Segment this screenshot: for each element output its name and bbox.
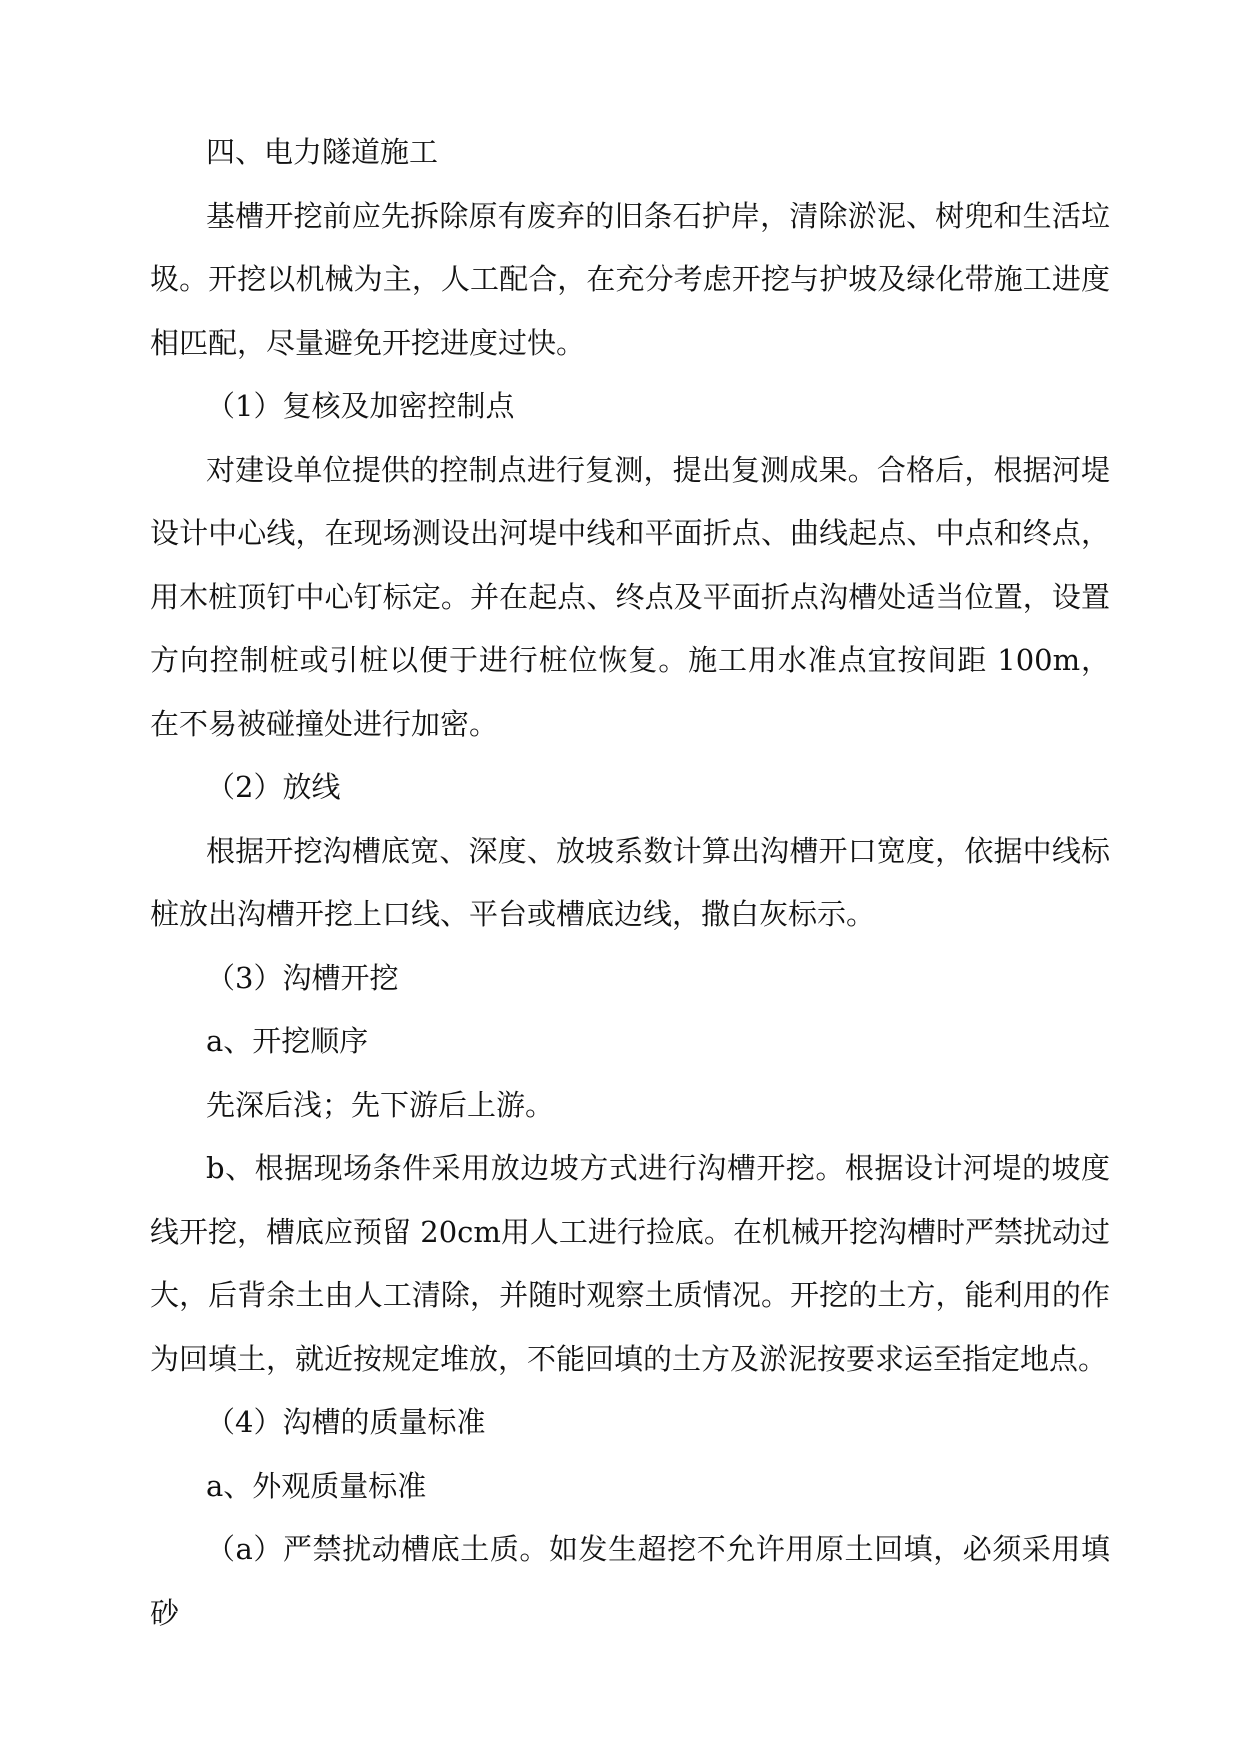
subsection-heading-2: （2）放线 xyxy=(206,770,341,804)
document-body xyxy=(150,121,1110,1645)
subsection-heading-4: （4）沟槽的质量标准 xyxy=(206,1405,486,1439)
paragraph-layout-lines: 根据开挖沟槽底宽、深度、放坡系数计算出沟槽开口宽度，依据中线标桩放出沟槽开挖上口线、平台或槽底边线，撒白灰标示。 xyxy=(150,833,1110,931)
section-heading: 四、电力隧道施工 xyxy=(206,135,439,169)
paragraph-control-points: 对建设单位提供的控制点进行复测，提出复测成果。合格后，根据河堤设计中心线，在现场测设出河堤中线和平面折点、曲线起点、中点和终点，用木桩顶钉中心钉标定。并在起点、终点及平面折点沟槽处适当位置，设置方向控制桩或引桩以便于进行桩位恢复。施工用水准点宜按间距 100m，在不易被碰撞处进行加密。 xyxy=(150,452,1110,741)
item-heading-appearance-quality: a、外观质量标准 xyxy=(206,1468,427,1503)
subsection-heading-3: （3）沟槽开挖 xyxy=(206,960,399,995)
paragraph-excavation-order: 先深后浅；先下游后上游。 xyxy=(206,1087,555,1122)
paragraph-intro: 基槽开挖前应先拆除原有废弃的旧条石护岸，清除淤泥、树兜和生活垃圾。开挖以机械为主，人工配合，在充分考虑开挖与护坡及绿化带施工进度相匹配，尽量避免开挖进度过快。 xyxy=(150,198,1110,360)
subsection-heading-1: （1）复核及加密控制点 xyxy=(206,389,515,423)
paragraph-quality-rule-a: （a）严禁扰动槽底土质。如发生超挖不允许用原土回填，必须采用填砂 xyxy=(150,1532,1110,1630)
item-heading-excavation-order: a、开挖顺序 xyxy=(206,1024,369,1058)
paragraph-excavation-method: b、根据现场条件采用放边坡方式进行沟槽开挖。根据设计河堤的坡度线开挖，槽底应预留 20cm用人工进行捡底。在机械开挖沟槽时严禁扰动过大，后背余土由人工清除，并随时观察土质情况。开挖的土方，能利用的作为回填土，就近按规定堆放，不能回填的土方及淤泥按要求运至指定地点。 xyxy=(150,1151,1110,1376)
